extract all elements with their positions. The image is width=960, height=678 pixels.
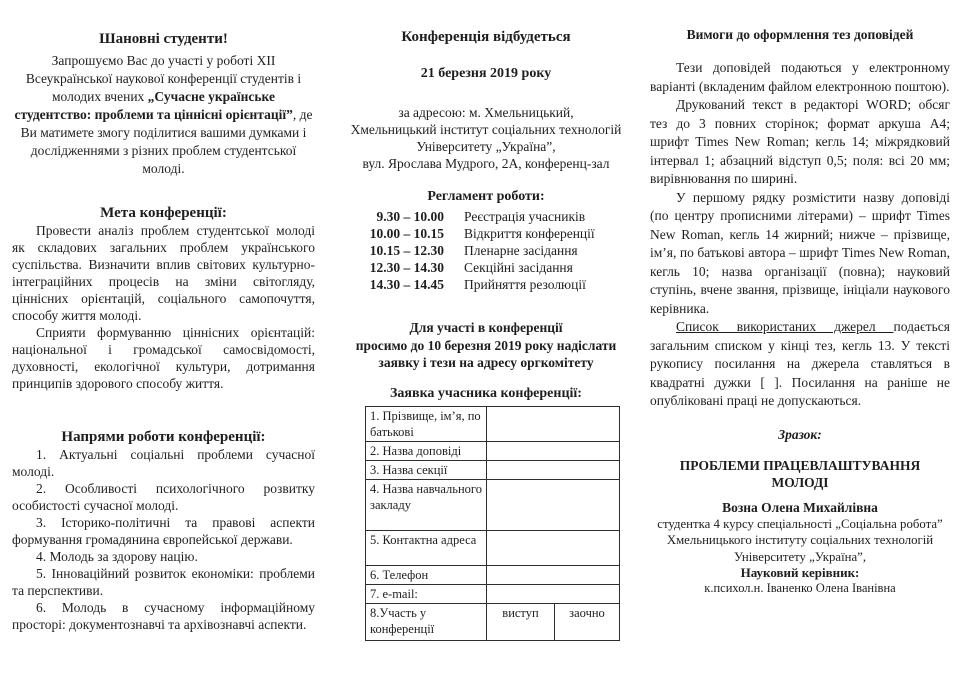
- option-in-person: виступ: [487, 603, 555, 640]
- participation-note: [340, 319, 632, 372]
- goal-heading: Мета конференції:: [100, 205, 227, 221]
- schedule-list: [340, 208, 632, 293]
- supervisor-label: Науковий керівник:: [740, 565, 860, 580]
- schedule-row: [354, 259, 632, 276]
- schedule-time: 9.30 – 10.00: [376, 209, 444, 224]
- schedule-heading: Регламент роботи:: [427, 189, 545, 204]
- requirements-paragraph-1: Тези доповідей подаються у електронному варіанті (вкладеним файлом електронною поштою).: [650, 60, 950, 94]
- intro-paragraph: [12, 52, 315, 178]
- right-column: [650, 0, 950, 596]
- intro-text-post: , де Ви матимете змогу поділитися вашими думками і дослідженнями з різних проблем студентської молоді.: [20, 107, 313, 176]
- sample-author-details: [650, 516, 950, 566]
- schedule-row: [354, 208, 632, 225]
- schedule-time: 10.15 – 12.30: [369, 243, 444, 258]
- form-value-cell: [487, 584, 620, 603]
- sample-label: Зразок:: [778, 426, 822, 442]
- middle-column: [340, 0, 632, 641]
- conference-date: 21 березня 2019 року: [420, 66, 552, 81]
- direction-item-1: 1. Актуальні соціальні проблеми сучасної молоді.: [12, 447, 315, 479]
- form-label-phone: 6. Телефон: [366, 565, 487, 584]
- schedule-row: [354, 276, 632, 293]
- table-row: [366, 460, 620, 479]
- sources-rest-text: подається загальним списком у кінці тез, кегль 13. У тексті рукопису посилання на джерела ставляться в квадратні дужки [ ]. Посилання на раніше не опубліковані праці не допускаються.: [650, 319, 950, 408]
- author-detail-line: студентка 4 курсу спеціальності „Соціальна робота”: [657, 516, 943, 531]
- schedule-time: 10.00 – 10.15: [369, 226, 444, 241]
- form-value-cell: [487, 479, 620, 530]
- schedule-time: 12.30 – 14.30: [369, 260, 444, 275]
- sources-underlined-text: Список використаних джерел: [676, 319, 894, 334]
- form-value-cell: [487, 460, 620, 479]
- form-label-institution: 4. Назва навчального закладу: [366, 479, 487, 530]
- form-label-section: 3. Назва секції: [366, 460, 487, 479]
- form-label-name: 1. Прізвище, ім’я, по батькові: [366, 406, 487, 441]
- author-detail-line: Хмельницького інституту соціальних технологій: [666, 533, 934, 547]
- address-line: Університету „Україна”,: [416, 139, 556, 154]
- schedule-activity: Секційні засідання: [464, 260, 573, 275]
- requirements-heading: Вимоги до оформлення тез доповідей: [686, 27, 914, 42]
- participation-note-line: Для участі в конференції: [409, 320, 563, 335]
- form-label-email: 7. e-mail:: [366, 584, 487, 603]
- schedule-time: 14.30 – 14.45: [369, 277, 444, 292]
- table-row: [366, 530, 620, 565]
- form-value-cell: [487, 406, 620, 441]
- address-line: Хмельницький інститут соціальних технологій: [350, 122, 622, 137]
- author-detail-line: Університету „Україна”,: [733, 549, 867, 564]
- schedule-row: [354, 225, 632, 242]
- application-heading: Заявка учасника конференції:: [390, 385, 582, 401]
- goal-paragraph-1: Провести аналіз проблем студентської молоді як складових загальних проблем українського суспільства. Визначити вплив світових культурно-інтеграційних процесів на зміни світогляду, ціннісних орієнтацій, соціального самопочуття, способу життя молоді.: [12, 223, 315, 323]
- form-value-cell: [487, 530, 620, 565]
- address-line: вул. Ярослава Мудрого, 2А, конференц-зал: [362, 156, 610, 171]
- table-row: [366, 441, 620, 460]
- form-label-contact-address: 5. Контактна адреса: [366, 530, 487, 565]
- schedule-activity: Реєстрація учасників: [464, 209, 586, 224]
- requirements-paragraph-3: У першому рядку розмістити назву доповіді (по центру прописними літерами) – шрифт Times New Roman, кегль 14 жирний; нижче – прізвище, ім’я, по батькові автора – шрифт Times New Roman, кегль 10; назва організації (повна); науковий ступінь, вчене звання, прізвище, ініціали наукового керівника.: [650, 189, 950, 316]
- intro-text-pre: Запрошуємо Вас до участі у роботі XII Всеукраїнської наукової конференції студентів і молодих вчених: [25, 53, 302, 104]
- table-row: [366, 584, 620, 603]
- direction-item-3: 3. Історико-політичні та правові аспекти формування громадянина європейської держави.: [12, 515, 315, 547]
- venue-heading: Конференція відбудеться: [401, 29, 571, 45]
- intro-text-bold: „Сучасне українське студентство: проблеми та ціннісні орієнтації”: [14, 89, 293, 122]
- directions-heading: Напрями роботи конференції:: [61, 429, 266, 445]
- application-form-table: [365, 406, 620, 641]
- direction-item-5: 5. Інноваційний розвиток економіки: проблеми та перспективи.: [12, 566, 315, 598]
- direction-item-6: 6. Молодь в сучасному інформаційному просторі: документознавчі та архівознавчі аспекти.: [12, 600, 315, 632]
- option-remote: заочно: [555, 603, 620, 640]
- address-block: [340, 104, 632, 172]
- table-row: [366, 406, 620, 441]
- direction-item-2: 2. Особливості психологічного розвитку особистості сучасної молоді.: [12, 481, 315, 513]
- left-column: [12, 0, 315, 633]
- schedule-activity: Прийняття резолюції: [464, 277, 586, 292]
- table-row: [366, 565, 620, 584]
- sample-author: Возна Олена Михайлівна: [722, 499, 878, 515]
- schedule-activity: Пленарне засідання: [464, 243, 578, 258]
- supervisor-name: к.психол.н. Іваненко Олена Іванівна: [704, 581, 896, 595]
- goal-paragraph-2: Сприяти формуванню ціннісних орієнтацій: національної і громадської самосвідомості, духовності, екологічної культури, дотримання принципів здорового способу життя.: [12, 325, 315, 391]
- greeting-heading: Шановні студенти!: [99, 31, 228, 47]
- address-line: за адресою: м. Хмельницький,: [398, 105, 574, 120]
- form-label-report-title: 2. Назва доповіді: [366, 441, 487, 460]
- table-row: [366, 603, 620, 640]
- schedule-row: [354, 242, 632, 259]
- form-value-cell: [487, 441, 620, 460]
- form-value-cell: [487, 565, 620, 584]
- table-row: [366, 479, 620, 530]
- sample-title: ПРОБЛЕМИ ПРАЦЕВЛАШТУВАННЯ МОЛОДІ: [679, 457, 921, 490]
- participation-note-line: заявку і тези на адресу оргкомітету: [378, 355, 594, 370]
- participation-note-line: просимо до 10 березня 2019 року надіслати: [355, 337, 617, 353]
- form-label-participation: 8.Участь у конференції: [366, 603, 487, 640]
- direction-item-4: 4. Молодь за здорову націю.: [36, 549, 198, 564]
- schedule-activity: Відкриття конференції: [464, 226, 595, 241]
- requirements-paragraph-2: Друкований текст в редакторі WORD; обсяг тез до 3 повних сторінок; формат аркуша А4; шрифт Times New Roman; кегль 14; міжрядковий інтервал 1; абзацний відступ 0,5; поля: всі 20 мм; вирівнювання по ширині.: [650, 97, 950, 186]
- sources-paragraph: [650, 318, 950, 411]
